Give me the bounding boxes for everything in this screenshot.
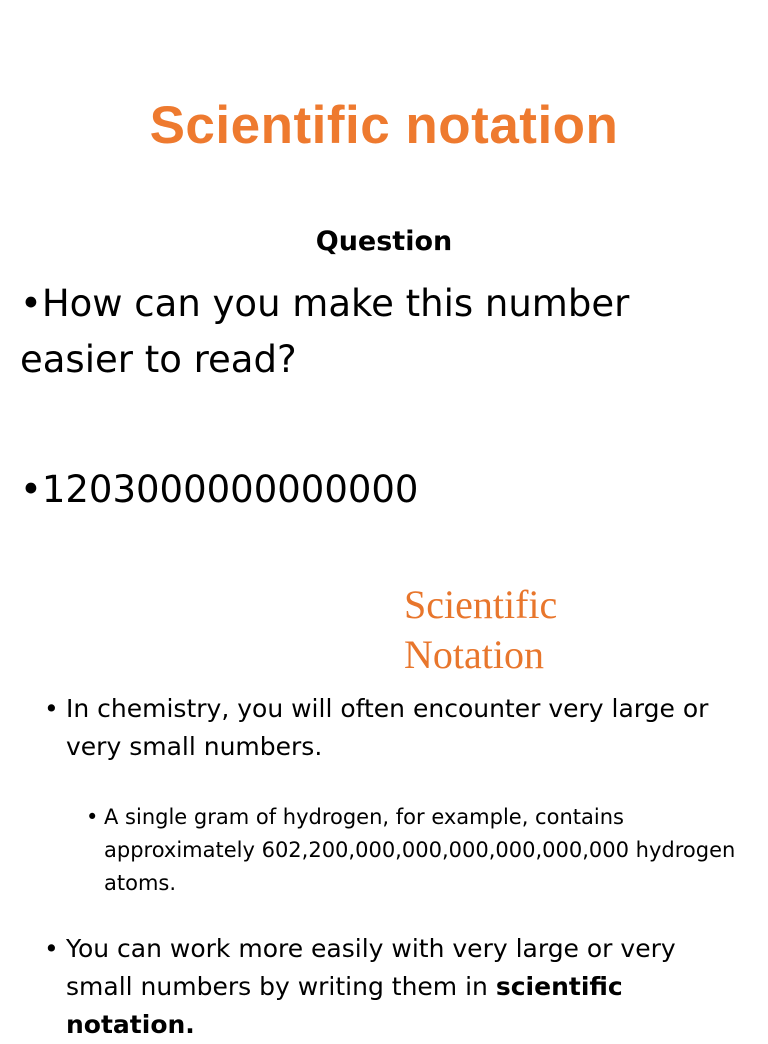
list-item-scientific-notation	[44, 930, 744, 1044]
list-item-chemistry	[44, 690, 744, 766]
scientific-notation-term: scientific notation.	[66, 972, 623, 1039]
scientific-notation-lead: You can work more easily with very large or very small numbers by writing them in	[66, 934, 676, 1001]
question-heading: Question	[315, 226, 453, 257]
list-item-hydrogen	[86, 801, 746, 900]
bullet-marker: •	[86, 805, 99, 829]
hydrogen-text: A single gram of hydrogen, for example, contains approximately 602,200,000,000,000,000,000,000 hydrogen atoms.	[104, 805, 736, 895]
number-bullet	[20, 462, 750, 518]
bullet-marker: •	[44, 694, 59, 723]
bullet-marker: •	[44, 934, 59, 963]
bullet-marker: •	[20, 282, 42, 325]
slide-scientific-notation	[0, 560, 768, 1039]
question-text: How can you make this number easier to read?	[20, 282, 630, 381]
scientific-notation-text	[44, 930, 744, 1044]
page-title: Scientific notation	[149, 96, 619, 155]
section-title-line-2: Notation	[404, 632, 544, 677]
section-title-line-1: Scientific	[404, 582, 558, 627]
section-title	[404, 580, 744, 680]
question-bullet	[20, 276, 750, 388]
bullet-marker: •	[20, 468, 42, 511]
large-number-text: 1203000000000000	[41, 468, 419, 511]
chemistry-text: In chemistry, you will often encounter very large or very small numbers.	[66, 694, 709, 761]
